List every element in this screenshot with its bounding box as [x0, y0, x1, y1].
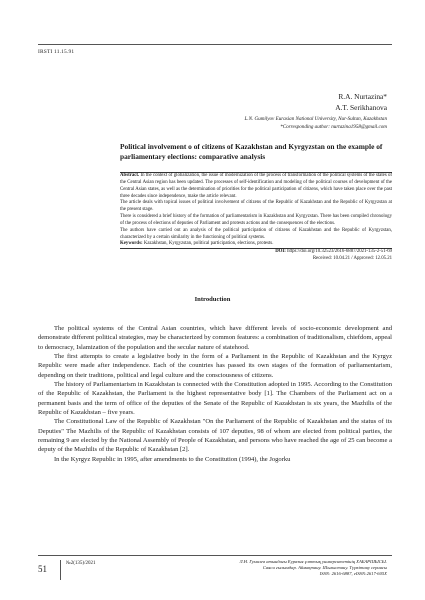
- article-title: Political involvement o of citizens of Kazakhstan and Kyrgyzstan on the example of parliamentary elections: comparative analysis: [120, 142, 383, 162]
- author-list: [335, 92, 387, 113]
- body-paragraph: The political systems of the Central Asian countries, which have different levels of socio-economic development and demonstrate different political strategies, may be characterized by common features: a combination of traditionalism, chiefdom, appeal to democracy, Islamization of the population and the secular nature of statehood.: [38, 325, 392, 351]
- affiliation-text: L.N. Gumilyov Eurasian National University, Nur-Sultan, Kazakhstan: [244, 116, 387, 122]
- body-paragraph: The history of Parliamentarism in Kazakhstan is connected with the Constitution adopted in 1995. According to the Constitution of the Republic of Kazakhstan, the Parliament is the highest representative body [1]. The Chambers of the Parliament act on a permanent basis and the term of office of the deputies of the Senate of the Republic of Kazakhstan is six years, the Mazhilis of the Republic of Kazakhstan – five years.: [38, 381, 392, 417]
- introduction-body: [38, 324, 392, 464]
- irsti-code: IRSTI 11.15.91: [38, 49, 75, 55]
- body-paragraph: The first attempts to create a legislative body in the form of a Parliament in the Republic of Kazakhstan and the Kyrgyz Republic were made after independence. Each of the countries has passed its own stages of the formation of parliamentarism, depending on their traditions, political and legal culture and the consciousness of citizens.: [38, 353, 392, 379]
- journal-line: Саяси ғылымдар. Аймақтану. Шығыстану. Түркітану сериясы: [262, 565, 387, 571]
- journal-info: [177, 559, 387, 578]
- doi-line: [120, 249, 392, 256]
- footer-rule: [38, 555, 392, 556]
- doi-label: DOI:: [275, 249, 286, 255]
- journal-line: ISSN: 2616-6887, eISSN:2617-605X: [319, 571, 387, 577]
- section-heading: Introduction: [194, 296, 231, 303]
- corresponding-author: *Corresponding author: nurtazina1958@gmail.com: [280, 124, 387, 131]
- author-affiliation: [244, 115, 387, 131]
- body-paragraph: The Constitutional Law of the Republic of Kazakhstan "On the Parliament of the Republic of Kazakhstan and the status of its Deputies" The Mazhilis of the Republic of Kazakhstan consists of 107 deputies, 98 of whom are elected from political parties, the remaining 9 are elected by the National Assembly of People of Kazakhstan, and persons who have reached the age of 25 can become a deputy of the Mazhilis of the Republic of Kazakhstan [2].: [38, 418, 392, 454]
- received-dates: Received: 10.04.21 / Approved: 12.05.21: [312, 255, 392, 261]
- header-rule: [38, 44, 392, 45]
- keywords-line: [120, 241, 392, 248]
- abstract-paragraph: The article deals with topical issues of political involvement of citizens of the Republic of Kazakhstan and the Republic of Kyrgyzstan at the present stage.: [120, 200, 392, 213]
- abstract-paragraph: There is considered a brief history of the formation of parliamentarism in Kazakhstan and Kyrgyzstan. There has been compiled chronology of the process of elections of deputies of Parliament and protests actions and the consequences of the elections.: [120, 214, 392, 226]
- abstract-paragraph: [120, 173, 392, 200]
- author-name: A.T. Serikhanova: [335, 102, 387, 112]
- body-paragraph: In the Kyrgyz Republic in 1995, after amendments to the Constitution (1994), the Jogorku: [54, 455, 291, 463]
- journal-line: Л.Н. Гумилев атындағы Еуразия ұлттық университетінің ХАБАРШЫСЫ.: [239, 559, 387, 564]
- author-name: R.A. Nurtazina*: [338, 92, 387, 101]
- doi-link[interactable]: https://doi.org/10.32523/2616-6887/2021-135-2-51-69: [287, 249, 392, 255]
- abstract-block: [120, 172, 392, 262]
- abstract-paragraph: The authors have carried out an analysis of the political participation of citizens of Kazakhstan and the Republic of Kyrgyzstan, characterized by a certain similarity in the functioning of political systems.: [120, 227, 392, 240]
- issue-number: №2(135)/2021: [66, 561, 96, 566]
- doi-block: [120, 249, 392, 262]
- keywords-text: Kazakhstan, Kyrgyzstan, political participation, elections, protests.: [143, 241, 274, 247]
- page-number: 51: [38, 564, 47, 574]
- abstract-label: Abstract.: [120, 173, 140, 178]
- keywords-label: Keywords:: [120, 241, 143, 247]
- footer-divider: [60, 560, 61, 580]
- abstract-text: In the context of globalization, the issue of modernization of the process of transformation of the political systems of the states of the Central Asian region has been updated. The processes of self-identification and modeling of the political courses of development of the Central Asian states, as well as the determination of priorities for the political participation of citizens, which have taken place over the past three decades since independence, make the article relevant.: [120, 173, 392, 199]
